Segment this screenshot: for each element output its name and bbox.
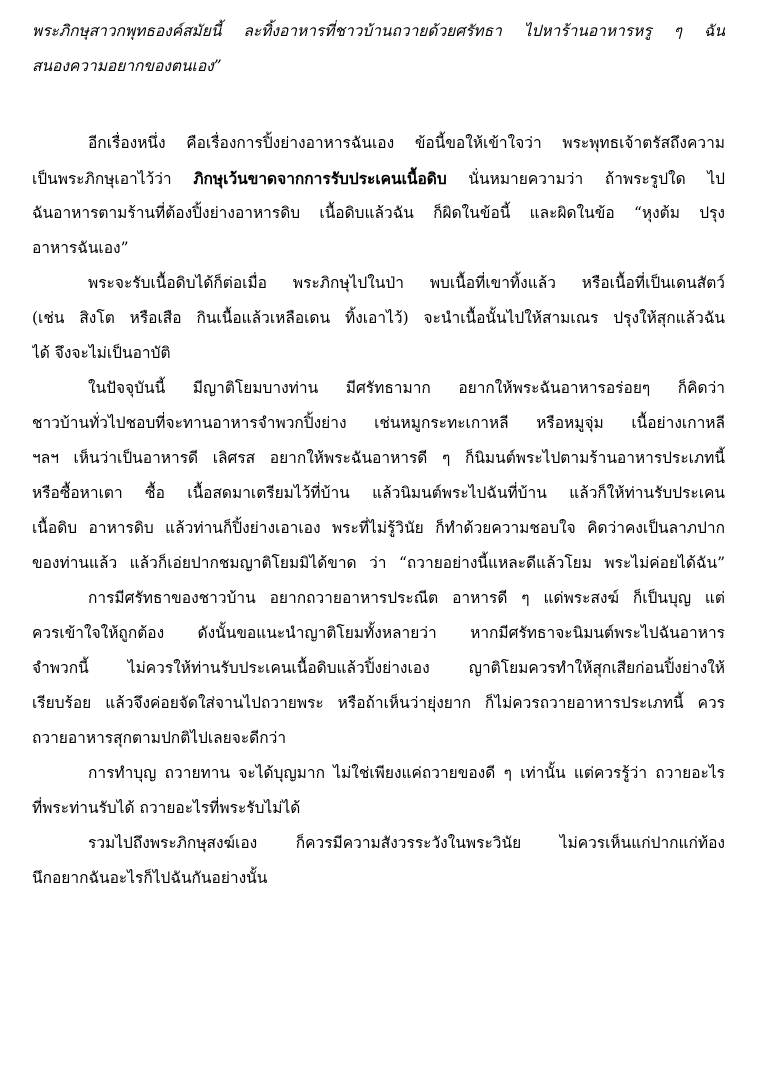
paragraph-line: พระจะรับเนื้อดิบได้ก็ต่อเมื่อ พระภิกษุไปในป่า พบเนื้อที่เขาทิ้งแล้ว หรือเนื้อที่เป็นเดนสัตว์: [88, 274, 725, 292]
paragraph-line: ควรเข้าใจให้ถูกต้อง ดังนั้นขอแนะนำญาติโยมทั้งหลายว่า หากมีศรัทธาจะนิมนต์พระไปฉันอาหาร: [32, 624, 725, 642]
intro-quote-line-2: สนองความอยากของตนเอง”: [32, 57, 222, 75]
paragraph-raw-meat: [32, 126, 725, 266]
paragraph-line: ชาวบ้านทั่วไปชอบที่จะทานอาหารจำพวกปิ้งย่าง เช่นหมูกระทะเกาหลี หรือหมูจุ่ม เนื้อย่างเกาหลี: [32, 414, 725, 432]
intro-quote-line-1: พระภิกษุสาวกพุทธองค์สมัยนี้ ละทิ้งอาหารที่ชาวบ้านถวายด้วยศรัทธา ไปหาร้านอาหารหรู ๆ ฉัน: [32, 22, 725, 40]
paragraph-line: ได้ จึงจะไม่เป็นอาบัติ: [32, 344, 171, 362]
paragraph-line: จำพวกนี้ ไม่ควรให้ท่านรับประเคนเนื้อดิบแล้วปิ้งย่างเอง ญาติโยมควรทำให้สุกเสียก่อนปิ้งย่างให้: [32, 659, 725, 677]
paragraph-exception: [32, 266, 725, 371]
paragraph-line: รวมไปถึงพระภิกษุสงฆ์เอง ก็ควรมีความสังวรระวังในพระวินัย ไม่ควรเห็นแก่ปากแก่ท้อง: [88, 834, 725, 852]
paragraph-monks-restraint: [32, 826, 725, 896]
paragraph-line: เรียบร้อย แล้วจึงค่อยจัดใส่จานไปถวายพระ หรือถ้าเห็นว่ายุ่งยาก ก็ไม่ควรถวายอาหารประเภทนี้ ควร: [32, 694, 725, 712]
paragraph-line-with-emphasis: [32, 161, 725, 196]
paragraph-line: การมีศรัทธาของชาวบ้าน อยากถวายอาหารประณีต อาหารดี ๆ แด่พระสงฆ์ ก็เป็นบุญ แต่: [88, 589, 725, 607]
paragraph-line: ฉันอาหารตามร้านที่ต้องปิ้งย่างอาหารดิบ เนื้อดิบแล้วฉัน ก็ผิดในข้อนี้ และผิดในข้อ “หุงต้ม ปรุง: [32, 204, 725, 222]
text-before-emphasis: เป็นพระภิกษุเอาไว้ว่า: [32, 170, 194, 188]
paragraph-advice: [32, 581, 725, 756]
paragraph-line: ในปัจจุบันนี้ มีญาติโยมบางท่าน มีศรัทธามาก อยากให้พระฉันอาหารอร่อยๆ ก็คิดว่า: [88, 379, 725, 397]
paragraph-line: หรือซื้อหาเตา ซื้อ เนื้อสดมาเตรียมไว้ที่บ้าน แล้วนิมนต์พระไปฉันที่บ้าน แล้วก็ให้ท่านรับประเคน: [32, 484, 725, 502]
intro-quote: [32, 14, 725, 84]
paragraph-line: เนื้อดิบ อาหารดิบ แล้วท่านก็ปิ้งย่างเอาเอง พระที่ไม่รู้วินัย ก็ทำด้วยความชอบใจ คิดว่าคงเป็นลาภปาก: [32, 519, 725, 537]
paragraph-line: ฯลฯ เห็นว่าเป็นอาหารดี เลิศรส อยากให้พระฉันอาหารดี ๆ ก็นิมนต์พระไปตามร้านอาหารประเภทนี้: [32, 449, 725, 467]
paragraph-line: นึกอยากฉันอะไรก็ไปฉันกันอย่างนั้น: [32, 869, 268, 887]
paragraph-line: การทำบุญ ถวายทาน จะได้บุญมาก ไม่ใช่เพียงแค่ถวายของดี ๆ เท่านั้น แต่ควรรู้ว่า ถวายอะไร: [88, 764, 725, 782]
paragraph-line: อีกเรื่องหนึ่ง คือเรื่องการปิ้งย่างอาหารฉันเอง ข้อนี้ขอให้เข้าใจว่า พระพุทธเจ้าตรัสถึงความ: [88, 134, 725, 152]
text-after-emphasis: นั่นหมายความว่า ถ้าพระรูปใด ไป: [446, 170, 725, 188]
paragraph-merit: [32, 756, 725, 826]
section-spacer: [32, 84, 725, 126]
emphasized-rule: ภิกษุเว้นขาดจากการรับประเคนเนื้อดิบ: [193, 169, 447, 188]
document-page: [32, 14, 725, 896]
paragraph-line: ของท่านแล้ว แล้วก็เอ่ยปากชมญาติโยมมิได้ขาด ว่า “ถวายอย่างนี้แหละดีแล้วโยม พระไม่ค่อยได้ฉัน”: [32, 554, 725, 572]
paragraph-present-day: [32, 371, 725, 581]
paragraph-line: ถวายอาหารสุกตามปกติไปเลยจะดีกว่า: [32, 729, 287, 747]
paragraph-line: ที่พระท่านรับได้ ถวายอะไรที่พระรับไม่ได้: [32, 799, 301, 817]
paragraph-line: อาหารฉันเอง”: [32, 239, 129, 257]
paragraph-line: (เช่น สิงโต หรือเสือ กินเนื้อแล้วเหลือเดน ทิ้งเอาไว้) จะนำเนื้อนั้นไปให้สามเณร ปรุงให้สุกแล้วฉัน: [32, 309, 725, 327]
